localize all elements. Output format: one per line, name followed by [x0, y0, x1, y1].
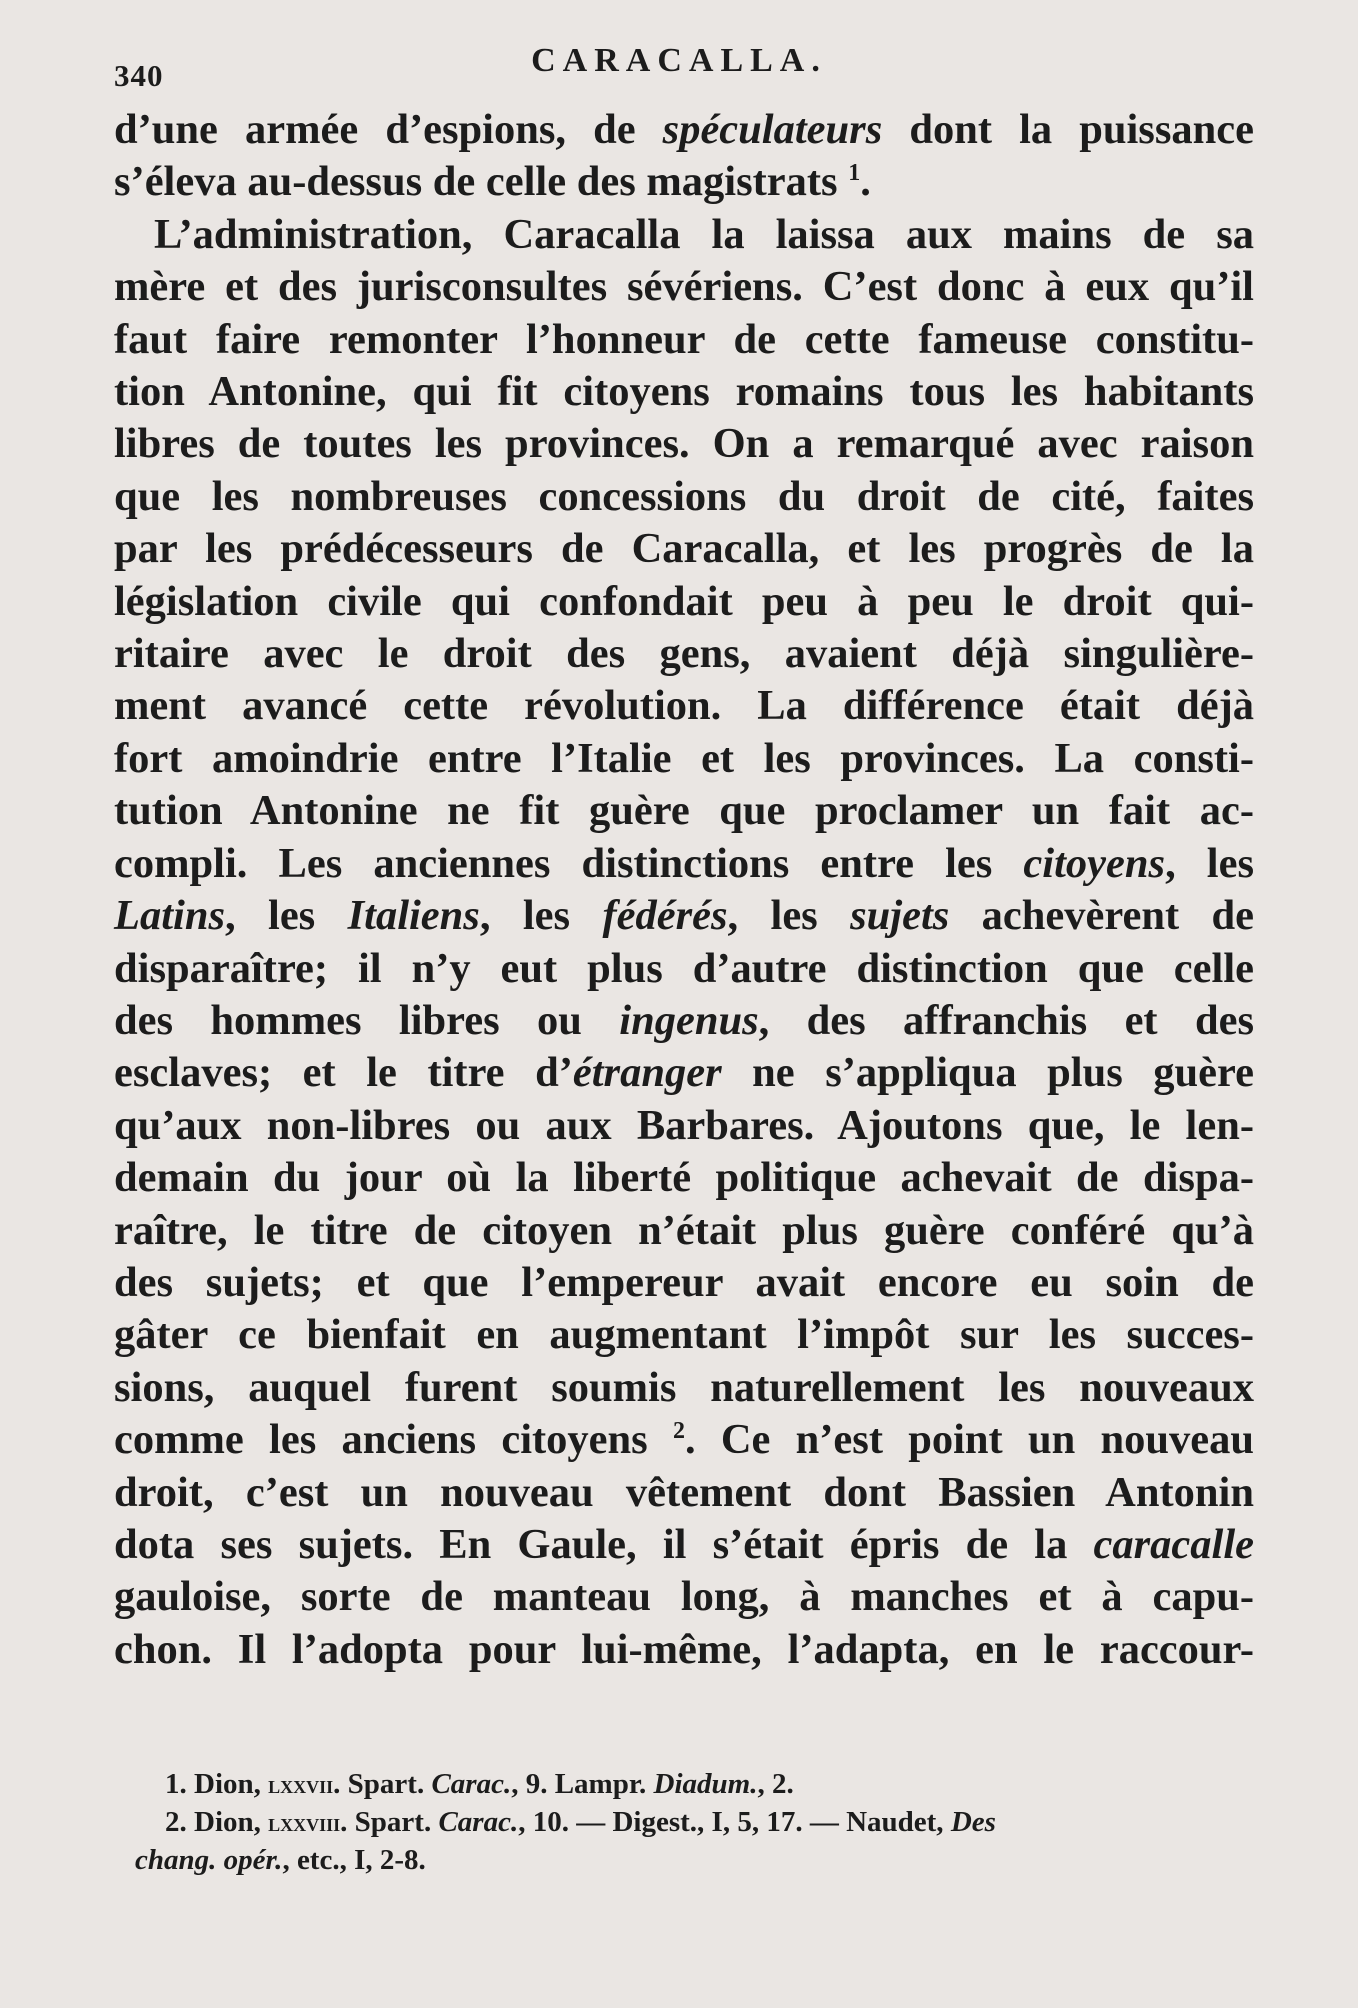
footnote-ref: 2: [672, 1418, 685, 1444]
text-line: ment avancé cette révolution. La différence était déjà: [114, 682, 1254, 730]
text-line: tution Antonine ne fit guère que proclamer un fait ac-: [114, 787, 1254, 835]
text-line: chon. Il l’adopta pour lui-même, l’adapta, en le raccour-: [114, 1625, 1254, 1673]
text-line: dota ses sujets. En Gaule, il s’était épris de la caracalle: [114, 1520, 1254, 1568]
footnotes: [135, 1766, 1257, 1879]
text-line: L’administration, Caracalla la laissa aux mains de sa: [154, 210, 1254, 258]
text-line: des hommes libres ou ingenus, des affranchis et des: [114, 996, 1254, 1044]
footnote: 2. Dion, lxxviii. Spart. Carac., 10. — Digest., I, 5, 17. — Naudet, Des: [165, 1806, 996, 1838]
text-line: faut faire remonter l’honneur de cette fameuse constitu-: [114, 315, 1254, 363]
text-line: esclaves; et le titre d’étranger ne s’appliqua plus guère: [114, 1049, 1254, 1097]
text-line: libres de toutes les provinces. On a remarqué avec raison: [114, 420, 1254, 468]
text-line: des sujets; et que l’empereur avait encore eu soin de: [114, 1258, 1254, 1306]
text-line: demain du jour où la liberté politique achevait de dispa-: [114, 1154, 1254, 1202]
text-line: sions, auquel furent soumis naturellement les nouveaux: [114, 1363, 1254, 1411]
text-line: comme les anciens citoyens $^2$. Ce n’est point un nouveau: [114, 1416, 1254, 1464]
text-line: par les prédécesseurs de Caracalla, et les progrès de la: [114, 525, 1254, 573]
text-line: Latins, les Italiens, les fédérés, les sujets achevèrent de: [114, 892, 1255, 940]
text-line: disparaître; il n’y eut plus d’autre distinction que celle: [114, 944, 1254, 992]
page-header: [0, 38, 1358, 98]
footnote: 1. Dion, lxxvii. Spart. Carac., 9. Lampr. Diadum., 2.: [165, 1768, 794, 1800]
running-title: CARACALLA.: [531, 42, 827, 79]
page-number: 340: [114, 58, 164, 93]
text-line: s’éleva au-dessus de celle des magistrats $^1$.: [114, 158, 871, 206]
text-line: raître, le titre de citoyen n’était plus guère conféré qu’à: [114, 1206, 1254, 1254]
text-line: compli. Les anciennes distinctions entre les citoyens, les: [114, 839, 1254, 887]
text-line: d’une armée d’espions, de spéculateurs dont la puissance: [114, 106, 1254, 153]
footnote-ref: 1: [848, 160, 861, 187]
text-line: gâter ce bienfait en augmentant l’impôt sur les succes-: [114, 1311, 1254, 1359]
text-line: gauloise, sorte de manteau long, à manches et à capu-: [114, 1573, 1254, 1621]
footnote-continuation: chang. opér., etc., I, 2-8.: [135, 1844, 426, 1876]
text-line: mère et des jurisconsultes sévériens. C’est donc à eux qu’il: [114, 263, 1254, 311]
text-line: qu’aux non-libres ou aux Barbares. Ajoutons que, le len-: [114, 1101, 1254, 1149]
text-line: ritaire avec le droit des gens, avaient déjà singulière-: [114, 630, 1254, 678]
text-line: que les nombreuses concessions du droit de cité, faites: [114, 472, 1254, 520]
text-line: fort amoindrie entre l’Italie et les provinces. La consti-: [114, 734, 1254, 782]
text-line: droit, c’est un nouveau vêtement dont Bassien Antonin: [114, 1468, 1254, 1516]
text-line: législation civile qui confondait peu à peu le droit qui-: [114, 577, 1254, 625]
text-line: tion Antonine, qui fit citoyens romains tous les habitants: [114, 368, 1254, 416]
body-text: [114, 104, 1254, 1676]
